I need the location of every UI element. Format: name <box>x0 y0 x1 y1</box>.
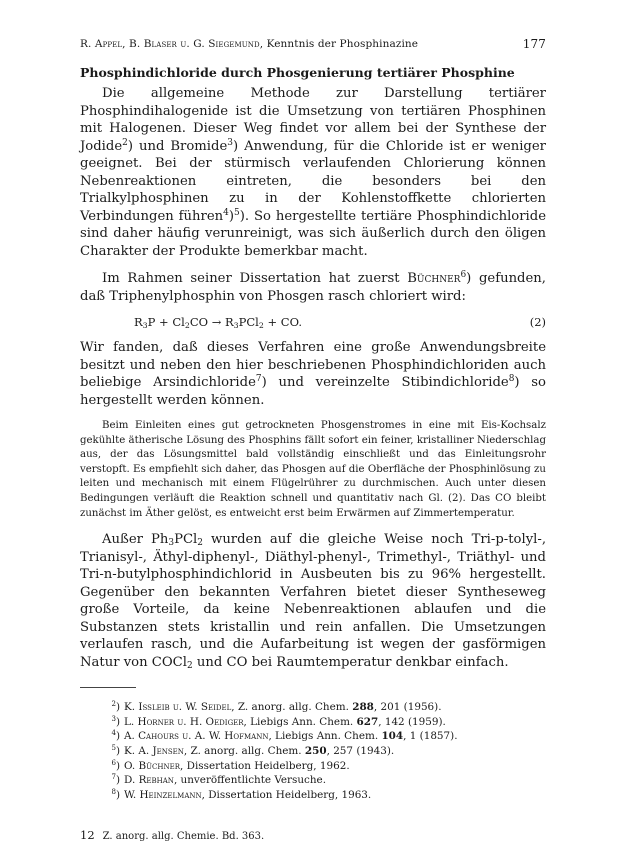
footnote-item: $^5$) K. A. Jensen, Z. anorg. allg. Chem. 250, 257 (1943). <box>111 743 395 757</box>
equation-2: $R_3P + Cl_2CO \to R_3PCl_2$ + CO. (2) <box>134 315 546 330</box>
footnote-item: $^8$) W. Heinzelmann, Dissertation Heidelberg, 1963. <box>111 786 372 801</box>
paragraph-2: Im Rahmen seiner Dissertation hat zuerst Büchner$^6$) gefunden, daß Triphenylphosphin von Phosgen rasch chloriert wird: <box>80 270 546 304</box>
footnote-divider <box>80 687 136 688</box>
ref-mark-6: 6 <box>460 270 467 281</box>
footnote-item: $^7$) D. Rebhan, unveröffentlichte Versuche. <box>111 772 327 787</box>
ref-mark-8: 8 <box>508 374 515 385</box>
experimental-note: Beim Einleiten eines gut getrockneten Phosgenstromes in eine mit Eis-Kochsalz gekühlte ätherische Lösung des Phosphins fällt sofort ein feiner, kristalliner Niederschlag aus, der das Lösungsmittel bald vollständig einschließt und das Einleitungsrohr verstopft. Es empfiehlt sich daher, das Phosgen auf die Oberfläche der Phosphinlösung zu leiten und mechanisch mit einem Flügelrührer zu durchmischen. Auch unter diesen Bedingungen verläuft die Reaktion schnell und quantitativ nach Gl. (2). Das CO bleibt zunächst im Äther gelöst, es entweicht erst beim Erwärmen auf Zimmertemperatur. <box>80 420 546 519</box>
equation-number: (2) <box>529 315 546 329</box>
footnote-item: $^6$) O. Büchner, Dissertation Heidelberg, 1962. <box>111 757 350 772</box>
page-number: 177 <box>522 37 546 51</box>
paragraph-4: Außer $Ph_3PCl_2$ wurden auf die gleiche Weise noch Tri-p-tolyl-, Trianisyl-, Äthyl-diphenyl-, Diäthyl-phenyl-, Trimethyl-, Triäthyl- und Tri-n-butylphosphindichlorid in Ausbeuten bis zu 96% hergestellt. Gegenüber den bekannten Verfahren bietet dieser Syntheseweg große Vorteile, da keine Nebenreaktionen ablaufen und die Substanzen stets kristallin und rein anfallen. Die Umsetzungen verlaufen rasch, und die Aufarbeitung ist wegen der gasförmigen Natur von COCl$_2$ und CO bei Raumtemperatur denkbar einfach. <box>80 532 547 671</box>
ref-mark-2: 2 <box>122 137 128 148</box>
running-head-author-1: R. Appel <box>80 38 123 50</box>
paragraph-3: Wir fanden, daß dieses Verfahren eine große Anwendungsbreite besitzt und neben den hier beschriebenen Phosphindichloriden auch beliebige Arsindichloride$^7$) und vereinzelte Stibindichloride$^8$) so hergestellt werden können. <box>80 340 546 408</box>
page-footer <box>80 828 264 844</box>
footnote-item: $^2$) K. Issleib u. W. Seidel, Z. anorg. allg. Chem. 288, 201 (1956). <box>111 699 442 714</box>
running-head-author-2: , B. Blaser <box>122 38 177 50</box>
footnote-item: $^4$) A. Cahours u. A. W. Hofmann, Liebigs Ann. Chem. 104, 1 (1857). <box>111 728 458 743</box>
ref-mark-3: 3 <box>227 137 233 148</box>
ref-mark-5: 5 <box>234 207 240 218</box>
section-title: Phosphindichloride durch Phosgenierung tertiärer Phosphine <box>80 65 515 80</box>
footnote-list <box>80 700 546 802</box>
running-head-author-3: u. G. Siegemund <box>176 38 260 50</box>
ref-mark-7: 7 <box>255 374 262 385</box>
running-head-title: , Kenntnis der Phosphinazine <box>259 38 419 50</box>
running-head <box>80 37 546 51</box>
main-content <box>80 64 546 802</box>
ref-mark-4: 4 <box>223 207 229 218</box>
footnote-item: $^3$) L. Horner u. H. Oediger, Liebigs Ann. Chem. 627, 142 (1959). <box>111 713 446 728</box>
signature-mark: 12 <box>80 828 95 842</box>
cited-name-buechner: Büchner <box>407 271 461 286</box>
paragraph-1: Die allgemeine Methode zur Darstellung tertiärer Phosphindihalogenide ist die Umsetzung von tertiären Phosphinen mit Halogenen. Dieser Weg findet vor allem bei der Synthese der Jodide$^2$) und Bromide$^3$) Anwendung, für die Chloride ist er weniger geeignet. Bei der stürmisch verlaufenden Chlorierung können Nebenreaktionen eintreten, die besonders bei den Trialkylphosphinen zu in der Kohlenstoffkette chlorierten Verbindungen führen$^4$)$^5$). So hergestellte tertiäre Phosphindichloride sind daher häufig verunreinigt, was sich äußerlich durch den öligen Charakter der Produkte bemerkbar macht. <box>80 86 546 259</box>
journal-line: Z. anorg. allg. Chemie. Bd. 363. <box>102 831 265 842</box>
